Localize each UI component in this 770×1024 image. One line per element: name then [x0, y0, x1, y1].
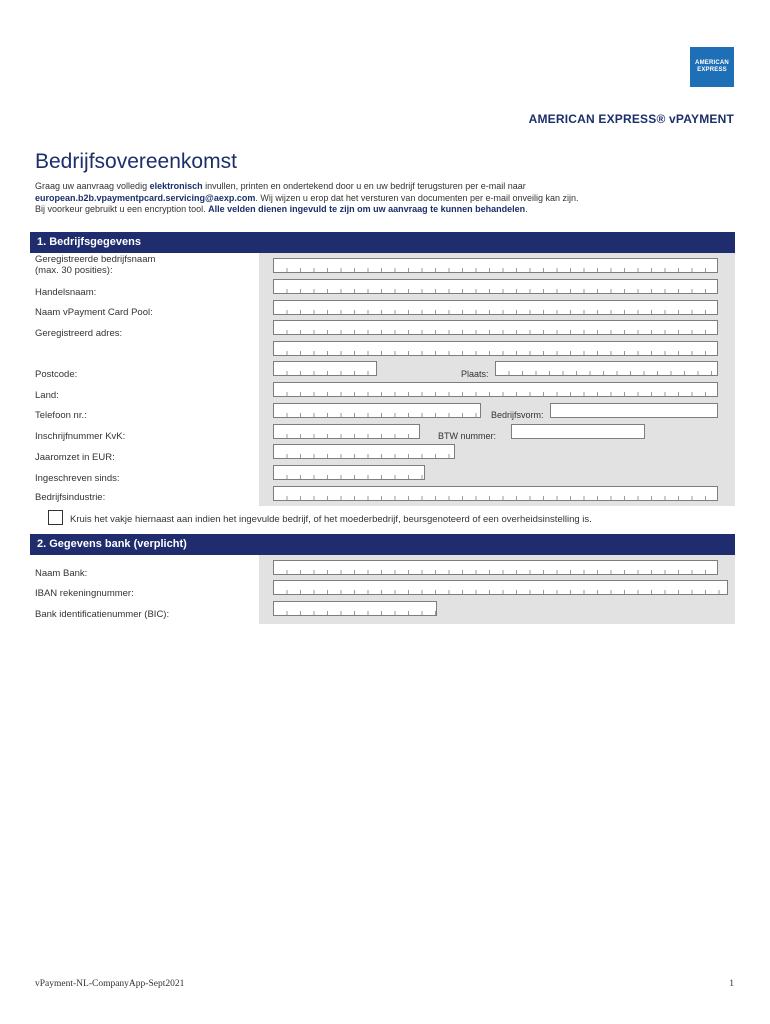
- label-registered-since: Ingeschreven sinds:: [35, 473, 120, 484]
- postcode-input[interactable]: [273, 361, 377, 376]
- city-input[interactable]: [495, 361, 718, 376]
- label-trade-name: Handelsnaam:: [35, 287, 97, 298]
- section-header-company: 1. Bedrijfsgegevens: [30, 232, 735, 253]
- document-id: vPayment-NL-CompanyApp-Sept2021: [35, 979, 185, 989]
- iban-input[interactable]: [273, 580, 728, 595]
- label-city: Plaats:: [461, 369, 489, 379]
- label-registered-name-line1: Geregistreerde bedrijfsnaam: [35, 254, 156, 265]
- listed-company-checkbox[interactable]: [48, 510, 63, 525]
- intro-p1-start: Graag uw aanvraag volledig: [35, 181, 150, 191]
- intro-text: [35, 181, 735, 216]
- page-title: Bedrijfsovereenkomst: [35, 150, 237, 173]
- listed-company-label: Kruis het vakje hiernaast aan indien het ingevulde bedrijf, of het moederbedrijf, beursgenoteerd of een overheidsinstelling is.: [70, 514, 592, 525]
- trade-name-input[interactable]: [273, 279, 718, 294]
- bic-input[interactable]: [273, 601, 437, 616]
- bank-name-input[interactable]: [273, 560, 718, 575]
- intro-p3-bold: Alle velden dienen ingevuld te zijn om uw aanvraag te kunnen behandelen: [208, 204, 526, 214]
- intro-p1-end: invullen, printen en ondertekend door u en uw bedrijf terugsturen per e-mail naar: [202, 181, 526, 191]
- label-company-form: Bedrijfsvorm:: [491, 410, 544, 420]
- brand-heading: AMERICAN EXPRESS® vPAYMENT: [528, 112, 734, 126]
- section-header-bank: 2. Gegevens bank (verplicht): [30, 534, 735, 555]
- label-kvk-number: Inschrijfnummer KvK:: [35, 431, 126, 442]
- country-input[interactable]: [273, 382, 718, 397]
- registered-name-input[interactable]: [273, 258, 718, 273]
- label-registered-name-line2: (max. 30 posities):: [35, 265, 113, 276]
- amex-logo: [690, 47, 734, 87]
- label-registered-name: [35, 254, 155, 276]
- intro-p3-start: Bij voorkeur gebruikt u een encryption tool.: [35, 204, 209, 214]
- address-line2-input[interactable]: [273, 341, 718, 356]
- intro-email-link[interactable]: european.b2b.vpaymentpcard.servicing@aexp.com: [35, 192, 256, 203]
- label-registered-address: Geregistreerd adres:: [35, 328, 123, 339]
- card-pool-name-input[interactable]: [273, 300, 718, 315]
- label-bic: Bank identificatienummer (BIC):: [35, 609, 170, 620]
- label-postcode: Postcode:: [35, 369, 78, 380]
- annual-revenue-input[interactable]: [273, 444, 455, 459]
- phone-input[interactable]: [273, 403, 481, 418]
- listed-company-row: [30, 506, 735, 532]
- kvk-number-input[interactable]: [273, 424, 420, 439]
- label-iban: IBAN rekeningnummer:: [35, 588, 134, 599]
- intro-p2-end: . Wij wijzen u erop dat het versturen van documenten per e-mail onveilig kan zijn.: [255, 192, 579, 203]
- company-form-input[interactable]: [550, 403, 718, 418]
- label-bank-name: Naam Bank:: [35, 568, 88, 579]
- label-annual-revenue: Jaaromzet in EUR:: [35, 452, 115, 463]
- vat-number-input[interactable]: [511, 424, 645, 439]
- label-country: Land:: [35, 390, 59, 401]
- logo-text-line1: AMERICAN: [695, 60, 729, 66]
- label-vat-number: BTW nummer:: [438, 431, 497, 441]
- intro-p1-bold: elektronisch: [149, 181, 203, 191]
- intro-p3-end: .: [525, 204, 528, 214]
- page-number: 1: [729, 979, 734, 989]
- label-phone: Telefoon nr.:: [35, 410, 87, 421]
- registered-since-input[interactable]: [273, 465, 425, 480]
- logo-text-line2: EXPRESS: [697, 67, 727, 73]
- label-industry: Bedrijfsindustrie:: [35, 492, 106, 503]
- industry-input[interactable]: [273, 486, 718, 501]
- label-card-pool-name: Naam vPayment Card Pool:: [35, 307, 153, 318]
- address-line1-input[interactable]: [273, 320, 718, 335]
